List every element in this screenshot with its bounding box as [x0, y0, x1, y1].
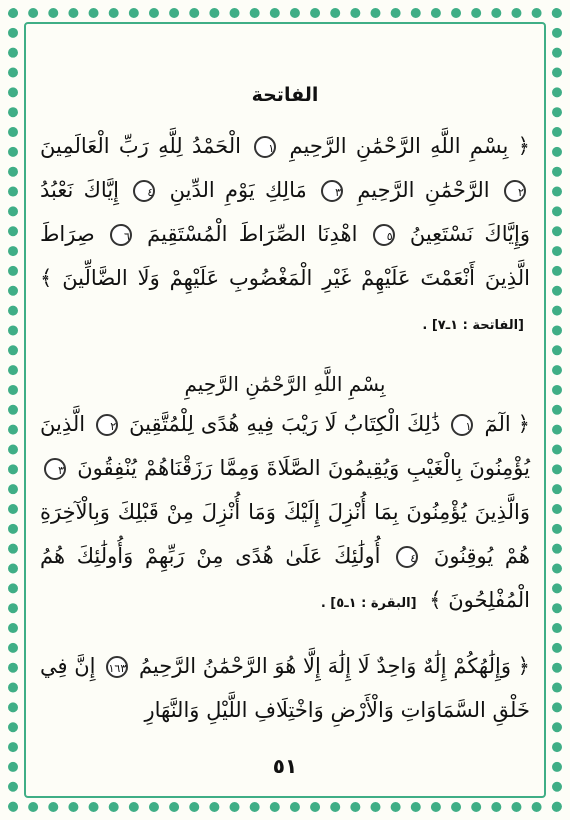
baqara-163-verses	[40, 644, 530, 732]
ayah-text: ﴿ وَإِلَٰهُكُمْ إِلَٰهٌ وَاحِدٌ لَا إِلَٰهَ إِلَّا هُوَ الرَّحْمَٰنُ الرَّحِيمُ	[138, 654, 530, 678]
ayah-text: ﴿ الٓمٓ	[484, 412, 530, 436]
page-content	[40, 84, 530, 750]
fatiha-verses	[40, 124, 530, 348]
ayah-text: أُولَٰئِكَ عَلَىٰ هُدًى مِنْ رَبِّهِمْ وَأُولَٰئِكَ هُمُ الْمُفْلِحُونَ ﴾	[40, 544, 530, 612]
ayah-text: إِنَّ فِي خَلْقِ السَّمَاوَاتِ وَالْأَرْضِ وَاخْتِلَافِ اللَّيْلِ وَالنَّهَارِ	[40, 654, 530, 722]
page-number: ٥١	[272, 754, 298, 778]
ayah-marker: ٣	[321, 180, 343, 202]
ayah-text: اهْدِنَا الصِّرَاطَ الْمُسْتَقِيمَ	[147, 222, 358, 246]
ayah-marker: ٤	[133, 180, 155, 202]
ayah-text: مَالِكِ يَوْمِ الدِّينِ	[169, 178, 307, 202]
ayah-marker: ٢	[96, 414, 118, 436]
surah-title: الفاتحة	[251, 84, 319, 106]
ayah-marker: ١٦٣	[106, 656, 128, 678]
ayah-text: ذَٰلِكَ الْكِتَابُ لَا رَيْبَ فِيهِ هُدًى لِلْمُتَّقِينَ	[129, 412, 441, 436]
ayah-text: الْحَمْدُ لِلَّهِ رَبِّ الْعَالَمِينَ	[40, 134, 241, 158]
basmala: بِسْمِ اللَّهِ الرَّحْمَٰنِ الرَّحِيمِ	[184, 372, 386, 396]
ayah-text: الرَّحْمَٰنِ الرَّحِيمِ	[357, 178, 490, 202]
ayah-text: إِيَّاكَ نَعْبُدُ وَإِيَّاكَ نَسْتَعِينُ	[40, 178, 530, 246]
ayah-text: الَّذِينَ يُؤْمِنُونَ بِالْغَيْبِ وَيُقِيمُونَ الصَّلَاةَ وَمِمَّا رَزَقْنَاهُمْ يُنْفِقُونَ	[40, 412, 530, 480]
baqara-163-section	[40, 644, 530, 732]
ayah-marker: ٢	[504, 180, 526, 202]
ayah-marker: ٥	[373, 224, 395, 246]
ayah-text: وَالَّذِينَ يُؤْمِنُونَ بِمَا أُنْزِلَ إِلَيْكَ وَمَا أُنْزِلَ مِنْ قَبْلِكَ وَبِالْآخِرَةِ هُمْ يُوقِنُونَ	[40, 500, 530, 568]
ayah-marker: ٤	[396, 546, 418, 568]
verse-reference: [البقرة : ١ـ٥] .	[320, 596, 417, 611]
basmala: ﴿ بِسْمِ اللَّهِ الرَّحْمَٰنِ الرَّحِيمِ	[289, 134, 530, 158]
fatiha-section	[40, 84, 530, 348]
baqara-verses	[40, 402, 530, 626]
baqara-section	[40, 372, 530, 626]
ayah-marker: ١	[451, 414, 473, 436]
ayah-marker: ٣	[44, 458, 66, 480]
ayah-marker: ١	[254, 136, 276, 158]
verse-reference: [الفاتحة : ١ـ٧] .	[422, 318, 524, 333]
ayah-text: صِرَاطَ الَّذِينَ أَنْعَمْتَ عَلَيْهِمْ غَيْرِ الْمَغْضُوبِ عَلَيْهِمْ وَلَا الضَّالِّينَ ﴾	[40, 222, 530, 290]
ayah-marker: ٦	[110, 224, 132, 246]
